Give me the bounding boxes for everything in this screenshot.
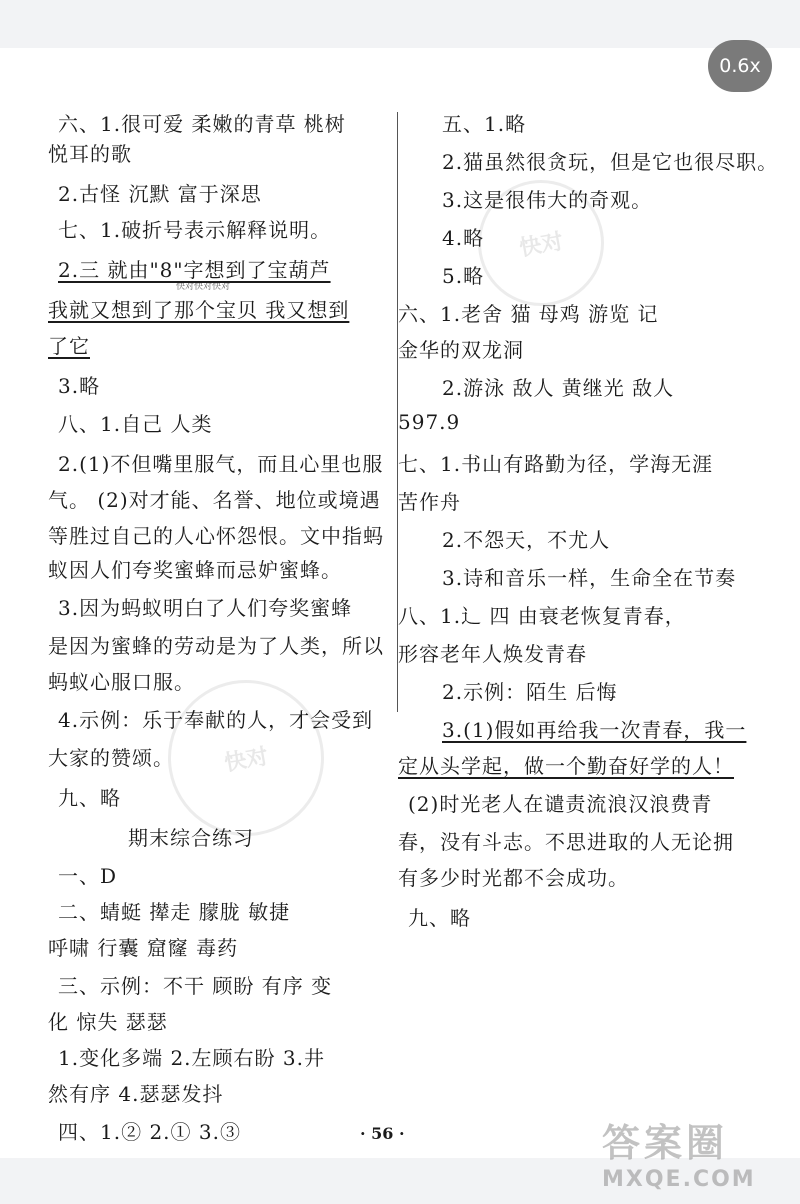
zoom-level-badge[interactable]: 0.6x — [708, 40, 772, 92]
left-line — [58, 254, 331, 283]
right-line: 六、1.老舍 猫 母鸡 游览 记 — [398, 302, 659, 326]
right-line: 2.不怨天，不尤人 — [442, 528, 611, 552]
left-line: 期末综合练习 — [128, 826, 254, 850]
left-line: 是因为蜜蜂的劳动是为了人类，所以 — [48, 634, 384, 658]
left-line: 六、1.很可爱 柔嫩的青草 桃树 — [58, 112, 346, 136]
left-line: 3.因为蚂蚁明白了人们夸奖蜜蜂 — [58, 596, 353, 620]
watermark-small: 快对快对快对 — [176, 282, 231, 292]
underlined-answer: 3.(1)假如再给我一次青春，我一 — [442, 718, 747, 742]
left-line: 等胜过自己的人心怀怨恨。文中指蚂 — [48, 524, 384, 548]
left-line: 蚁因人们夸奖蜜蜂而忌妒蜜蜂。 — [48, 558, 342, 582]
left-line: 七、1.破折号表示解释说明。 — [58, 218, 332, 242]
left-line: 八、1.自己 人类 — [58, 412, 213, 436]
left-line: 大家的赞颂。 — [48, 746, 174, 770]
right-line: 八、1.辶 四 由衰老恢复青春， — [398, 604, 686, 628]
left-line: 一、D — [58, 864, 118, 888]
watermark-stamp: 快对 — [468, 170, 614, 316]
right-line: 七、1.书山有路勤为径，学海无涯 — [398, 452, 714, 476]
right-line: 九、略 — [408, 906, 471, 930]
right-line: 4.略 — [442, 226, 485, 250]
right-line — [398, 750, 734, 779]
corner-watermark-logo: 答案圈 MXQE.COM — [602, 1121, 756, 1192]
left-line: 然有序 4.瑟瑟发抖 — [48, 1082, 224, 1106]
underlined-answer: 了它 — [48, 334, 90, 358]
underlined-answer: 定从头学起，做一个勤奋好学的人！ — [398, 754, 734, 778]
left-line: 三、示例：不干 顾盼 有序 变 — [58, 974, 333, 998]
left-line: 3.略 — [58, 374, 101, 398]
right-line: 春，没有斗志。不思进取的人无论拥 — [398, 830, 734, 854]
left-line — [48, 294, 349, 323]
left-line: 1.变化多端 2.左顾右盼 3.井 — [58, 1046, 325, 1070]
right-line: 3.诗和音乐一样，生命全在节奏 — [442, 566, 737, 590]
right-line: (2)时光老人在谴责流浪汉浪费青 — [408, 792, 713, 816]
left-line: 4.示例：乐于奉献的人，才会受到 — [58, 708, 374, 732]
right-line: 苦作舟 — [398, 490, 461, 514]
right-line: 597.9 — [398, 410, 461, 434]
right-line: 金华的双龙洞 — [398, 338, 524, 362]
left-line: 蚂蚁心服口服。 — [48, 670, 195, 694]
left-line — [48, 330, 90, 359]
right-line: 形容老年人焕发青春 — [398, 642, 587, 666]
left-line: 气。 (2)对才能、名誉、地位或境遇 — [48, 488, 381, 512]
left-line: 化 惊失 瑟瑟 — [48, 1010, 168, 1034]
left-line: 悦耳的歌 — [48, 142, 132, 166]
page-number: · 56 · — [360, 1124, 405, 1143]
right-line: 5.略 — [442, 264, 485, 288]
right-line: 3.这是很伟大的奇观。 — [442, 188, 653, 212]
right-line: 2.游泳 敌人 黄继光 敌人 — [442, 376, 675, 400]
left-line: 2.古怪 沉默 富于深思 — [58, 182, 262, 206]
left-line: 二、蜻蜓 撵走 朦胧 敏捷 — [58, 900, 291, 924]
right-line: 有多少时光都不会成功。 — [398, 866, 629, 890]
left-line: 2.(1)不但嘴里服气，而且心里也服 — [58, 452, 384, 476]
left-line: 呼啸 行囊 窟窿 毒药 — [48, 936, 239, 960]
watermark-stamp: 快对 — [156, 668, 337, 849]
left-line: 四、1.② 2.① 3.③ — [58, 1120, 241, 1144]
left-line: 九、略 — [58, 786, 121, 810]
underlined-answer: 我就又想到了那个宝贝 我又想到 — [48, 298, 350, 322]
underlined-answer: 2.三 就由"8"字想到了宝葫芦 — [58, 258, 331, 282]
right-line: 2.猫虽然很贪玩，但是它也很尽职。 — [442, 150, 779, 174]
right-line — [442, 714, 746, 743]
right-line: 五、1.略 — [442, 112, 527, 136]
right-line: 2.示例：陌生 后悔 — [442, 680, 618, 704]
